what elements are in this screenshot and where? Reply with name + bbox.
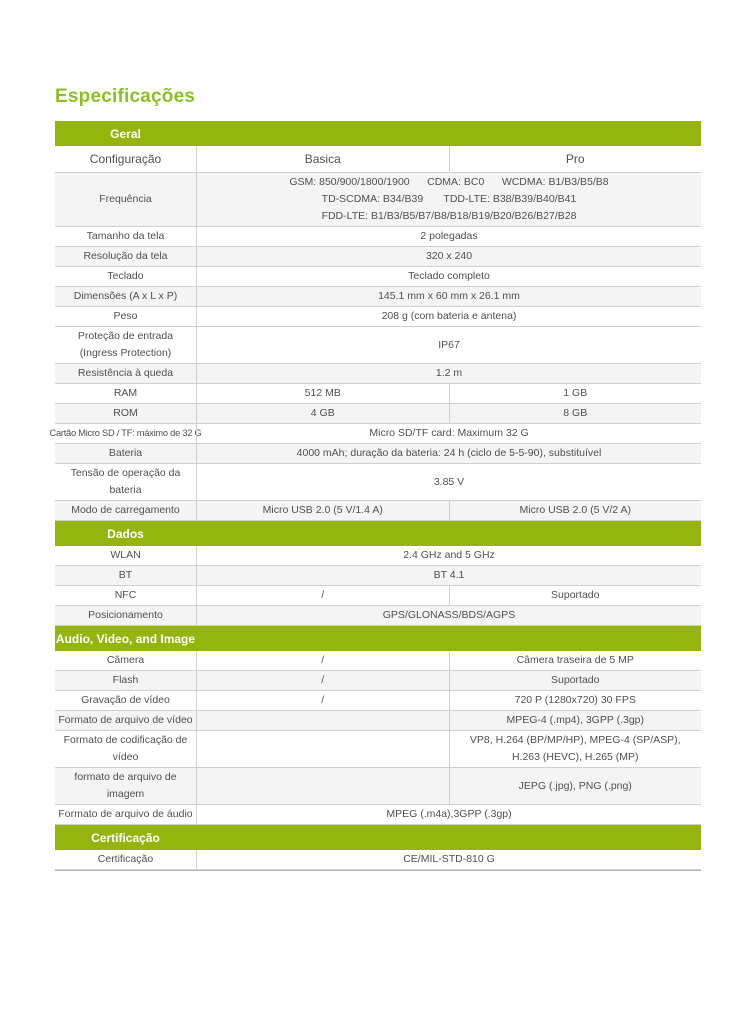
text-line: RAM [113, 387, 138, 399]
text-line: 4000 mAh; duração da bateria: 24 h (ciclo de 5-5-90), substituível [296, 447, 602, 459]
value-span [196, 287, 701, 306]
spec-row [55, 805, 701, 825]
value-basica [196, 731, 449, 767]
section-header-label: Dados [107, 526, 144, 541]
value-span [196, 850, 701, 869]
spec-row [55, 267, 701, 287]
text-line: 3.85 V [433, 475, 465, 488]
text-line: Resolução da tela [83, 250, 168, 262]
text-line: MPEG-4 (.mp4), 3GPP (.3gp) [506, 714, 644, 726]
value-pro [449, 404, 702, 423]
row-label [55, 364, 196, 383]
text-line: 145.1 mm x 60 mm x 26.1 mm [378, 290, 520, 302]
text-line: CE/MIL-STD-810 G [403, 853, 495, 865]
text-line: / [321, 674, 325, 686]
text-line: 512 MB [304, 387, 341, 399]
value-basica [196, 651, 449, 670]
text-line: Micro USB 2.0 (5 V/2 A) [519, 504, 631, 516]
value-span [196, 805, 701, 824]
row-label [55, 731, 196, 767]
text-line: ROM [113, 407, 138, 419]
section-header-certifica-o [55, 825, 701, 850]
text-line: Tamanho da tela [86, 230, 165, 242]
page-title: Especificações [55, 86, 196, 107]
value-span [196, 173, 701, 226]
text-line: 1 GB [563, 387, 588, 399]
spec-row [55, 384, 701, 404]
text-line: GSM: 850/900/1800/1900 CDMA: BC0 WCDMA: B1/B3/B5/B8 [289, 176, 609, 188]
column-header-row [55, 146, 701, 173]
spec-row [55, 606, 701, 626]
text-line: Formato de codificação de vídeo [63, 734, 191, 763]
row-label [55, 606, 196, 625]
text-line: BT [118, 569, 133, 581]
row-label [55, 444, 196, 463]
row-label [55, 327, 196, 363]
text-line: / [321, 589, 325, 601]
row-label [55, 850, 196, 869]
spec-row [55, 404, 701, 424]
value-basica [196, 384, 449, 403]
text-line: Cartão Micro SD / TF: máximo de 32 G [49, 428, 202, 438]
row-label [55, 287, 196, 306]
text-line: Proteção de entrada [77, 330, 174, 342]
table-bottom-border [55, 870, 701, 871]
section-header-geral [55, 121, 701, 146]
text-line: IP67 [438, 338, 460, 351]
spec-row [55, 731, 701, 768]
value-pro [449, 586, 702, 605]
value-basica [196, 711, 449, 730]
value-basica [196, 768, 449, 804]
spec-row [55, 287, 701, 307]
text-line: Frequência [99, 193, 152, 205]
text-line: 2 polegadas [420, 230, 478, 242]
section-header-dados [55, 521, 701, 546]
text-line: Tensão de operação da bateria [70, 467, 184, 496]
text-line: TD-SCDMA: B34/B39 TDD-LTE: B38/B39/B40/B41 [321, 193, 577, 205]
row-label [55, 173, 196, 226]
text-line: Formato de arquivo de áudio [58, 808, 193, 820]
text-line: 720 P (1280x720) 30 FPS [514, 694, 636, 706]
spec-row [55, 768, 701, 805]
value-span [196, 444, 701, 463]
value-pro [449, 691, 702, 710]
row-label [55, 651, 196, 670]
text-line: Câmera [106, 654, 145, 666]
row-label [55, 227, 196, 246]
text-line: Suportado [551, 589, 600, 601]
value-span [196, 307, 701, 326]
value-pro [449, 384, 702, 403]
text-line: formato de arquivo de imagem [74, 771, 180, 800]
row-label [55, 501, 196, 520]
value-span [196, 247, 701, 266]
text-line: GPS/GLONASS/BDS/AGPS [382, 609, 516, 621]
spec-row [55, 501, 701, 521]
spec-row [55, 566, 701, 586]
row-label [55, 805, 196, 824]
value-basica [196, 404, 449, 423]
value-span [196, 227, 701, 246]
row-label [55, 586, 196, 605]
text-line: Dimensões (A x L x P) [73, 290, 178, 302]
spec-row [49, 424, 701, 444]
text-line: WLAN [110, 549, 141, 561]
spec-row [55, 444, 701, 464]
text-line: JEPG (.jpg), PNG (.png) [518, 779, 632, 792]
value-span [196, 464, 701, 500]
value-pro [449, 501, 702, 520]
text-line: FDD-LTE: B1/B3/B5/B7/B8/B18/B19/B20/B26/B27/B28 [321, 210, 577, 222]
spec-row [55, 546, 701, 566]
spec-row [55, 227, 701, 247]
value-span [196, 267, 701, 286]
row-label [55, 404, 196, 423]
value-span [196, 364, 701, 383]
text-line: 320 x 240 [425, 250, 473, 262]
text-line: Resistência à queda [77, 367, 174, 379]
text-line: 208 g (com bateria e antena) [381, 310, 517, 322]
value-pro [449, 768, 702, 804]
value-span [196, 424, 701, 443]
text-line: 8 GB [563, 407, 588, 419]
text-line: Flash [112, 674, 139, 686]
value-span [196, 606, 701, 625]
text-line: Peso [113, 310, 138, 322]
row-label [55, 307, 196, 326]
text-line: H.263 (HEVC), H.265 (MP) [511, 751, 639, 763]
value-pro [449, 651, 702, 670]
text-line: (Ingress Protection) [79, 347, 172, 359]
text-line: MPEG (.m4a),3GPP (.3gp) [386, 808, 512, 820]
section-header-audio-video-and-image [55, 626, 701, 651]
value-pro [449, 671, 702, 690]
section-header-label: Geral [110, 126, 141, 141]
row-label [55, 247, 196, 266]
column-header-cell-col1: Configuração [89, 152, 162, 166]
text-line: NFC [114, 589, 137, 601]
text-line: Suportado [551, 674, 600, 686]
value-basica [196, 501, 449, 520]
spec-row [55, 691, 701, 711]
row-label [55, 671, 196, 690]
row-label [55, 546, 196, 565]
text-line: 2.4 GHz and 5 GHz [403, 549, 495, 561]
spec-row [55, 711, 701, 731]
text-line: Teclado [107, 270, 144, 282]
value-basica [196, 671, 449, 690]
value-span [196, 327, 701, 363]
text-line: / [321, 654, 325, 666]
row-label [55, 768, 196, 804]
row-label [55, 384, 196, 403]
row-label [55, 267, 196, 286]
section-header-label: Certificação [91, 830, 160, 845]
spec-row [55, 364, 701, 384]
spec-row [55, 307, 701, 327]
text-line: VP8, H.264 (BP/MP/HP), MPEG-4 (SP/ASP), [469, 734, 681, 746]
spec-row [55, 247, 701, 267]
value-span [196, 566, 701, 585]
spec-row [55, 173, 701, 227]
text-line: Câmera traseira de 5 MP [516, 654, 634, 666]
value-basica [196, 586, 449, 605]
spec-row [55, 651, 701, 671]
spec-row [55, 850, 701, 870]
text-line: Micro USB 2.0 (5 V/1.4 A) [262, 504, 383, 516]
column-header-cell-col2: Basica [196, 146, 449, 172]
spec-row [55, 671, 701, 691]
text-line: Gravação de vídeo [81, 694, 170, 706]
spec-row [55, 586, 701, 606]
text-line: Posicionamento [88, 609, 163, 621]
value-basica [196, 691, 449, 710]
text-line: / [321, 694, 325, 706]
row-label [49, 424, 202, 443]
text-line: Modo de carregamento [71, 504, 180, 516]
row-label [55, 566, 196, 585]
text-line: 1.2 m [435, 367, 463, 379]
row-label [55, 711, 196, 730]
text-line: Micro SD/TF card: Maximum 32 G [369, 427, 529, 439]
row-label [55, 691, 196, 710]
spec-row [55, 464, 701, 501]
value-span [196, 546, 701, 565]
section-header-label: Audio, Video, and Image [55, 631, 196, 646]
spec-table [49, 121, 701, 871]
spec-row [55, 327, 701, 364]
row-label [55, 464, 196, 500]
text-line: Certificação [97, 853, 154, 865]
text-line: Formato de arquivo de vídeo [58, 714, 193, 726]
value-pro [449, 731, 702, 767]
text-line: Bateria [108, 447, 143, 459]
text-line: 4 GB [310, 407, 335, 419]
text-line: BT 4.1 [433, 569, 465, 581]
text-line: Teclado completo [408, 270, 490, 282]
value-pro [449, 711, 702, 730]
column-header-cell-col3: Pro [449, 146, 702, 172]
